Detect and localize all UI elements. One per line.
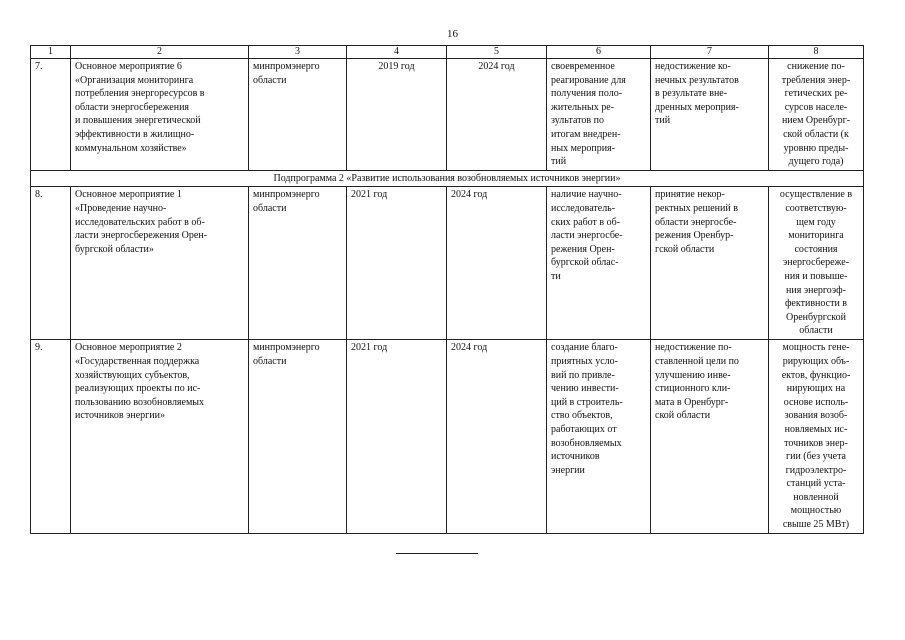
consequence: недостижение по- ставленной цели по улучшению инве- стиционного кли- мата в Оренбург- ской области	[651, 340, 769, 533]
header-col-1: 1	[31, 46, 71, 59]
start-year: 2021 год	[347, 340, 447, 533]
start-year: 2019 год	[347, 59, 447, 171]
header-col-2: 2	[71, 46, 249, 59]
end-year: 2024 год	[447, 59, 547, 171]
end-year: 2024 год	[447, 340, 547, 533]
header-col-7: 7	[651, 46, 769, 59]
indicator: снижение по- требления энер- гетических ре- сурсов населе- нием Оренбург- ской области (к уровню преды- дущего года)	[769, 59, 864, 171]
start-year: 2021 год	[347, 187, 447, 340]
executor: минпромэнерго области	[249, 187, 347, 340]
consequence: недостижение ко- нечных результатов в результате вне- дренных мероприя- тий	[651, 59, 769, 171]
subprogram-row	[31, 170, 864, 187]
end-year: 2024 год	[447, 187, 547, 340]
executor: минпромэнерго области	[249, 59, 347, 171]
header-col-4: 4	[347, 46, 447, 59]
indicator: осуществление в соответствую- щем году мониторинга состояния энергосбереже- ния и повыше- ния энергоэф- фективности в Оренбургской области	[769, 187, 864, 340]
row-number: 9.	[31, 340, 71, 533]
measure-name: Основное мероприятие 1 «Проведение научно- исследовательских работ в об- ласти энергосбережения Орен- бургской области»	[71, 187, 249, 340]
measures-table	[30, 45, 864, 534]
table-row	[31, 187, 864, 340]
expected-result: наличие научно- исследователь- ских работ в об- ласти энергосбе- режения Орен- бургской облас- ти	[547, 187, 651, 340]
table-row	[31, 59, 864, 171]
measure-name: Основное мероприятие 2 «Государственная поддержка хозяйствующих субъектов, реализующих проекты по ис- пользованию возобновляемых источников энергии»	[71, 340, 249, 533]
expected-result: своевременное реагирование для получения поло- жительных ре- зультатов по итогам внедрен- ных мероприя- тий	[547, 59, 651, 171]
indicator: мощность гене- рирующих объ- ектов, функцио- нирующих на основе исполь- зования возоб- новляемых ис- точников энер- гии (без учета гидроэлектро- станций уста- новленной мощностью свыше 25 МВт)	[769, 340, 864, 533]
table-row	[31, 340, 864, 533]
row-number: 8.	[31, 187, 71, 340]
consequence: принятие некор- ректных решений в области энергосбе- режения Оренбур- гской области	[651, 187, 769, 340]
header-col-5: 5	[447, 46, 547, 59]
subprogram-title: Подпрограмма 2 «Развитие использования возобновляемых источников энергии»	[31, 170, 864, 187]
footnote-divider	[396, 553, 478, 554]
executor: минпромэнерго области	[249, 340, 347, 533]
page-number: 16	[447, 28, 458, 40]
header-row	[31, 46, 864, 59]
header-col-8: 8	[769, 46, 864, 59]
header-col-6: 6	[547, 46, 651, 59]
header-col-3: 3	[249, 46, 347, 59]
measure-name: Основное мероприятие 6 «Организация мониторинга потребления энергоресурсов в области энергосбережения и повышения энергетической эффективности в жилищно- коммунальном хозяйстве»	[71, 59, 249, 171]
row-number: 7.	[31, 59, 71, 171]
expected-result: создание благо- приятных усло- вий по привле- чению инвести- ций в строитель- ство объектов, работающих от возобновляемых источников энергии	[547, 340, 651, 533]
